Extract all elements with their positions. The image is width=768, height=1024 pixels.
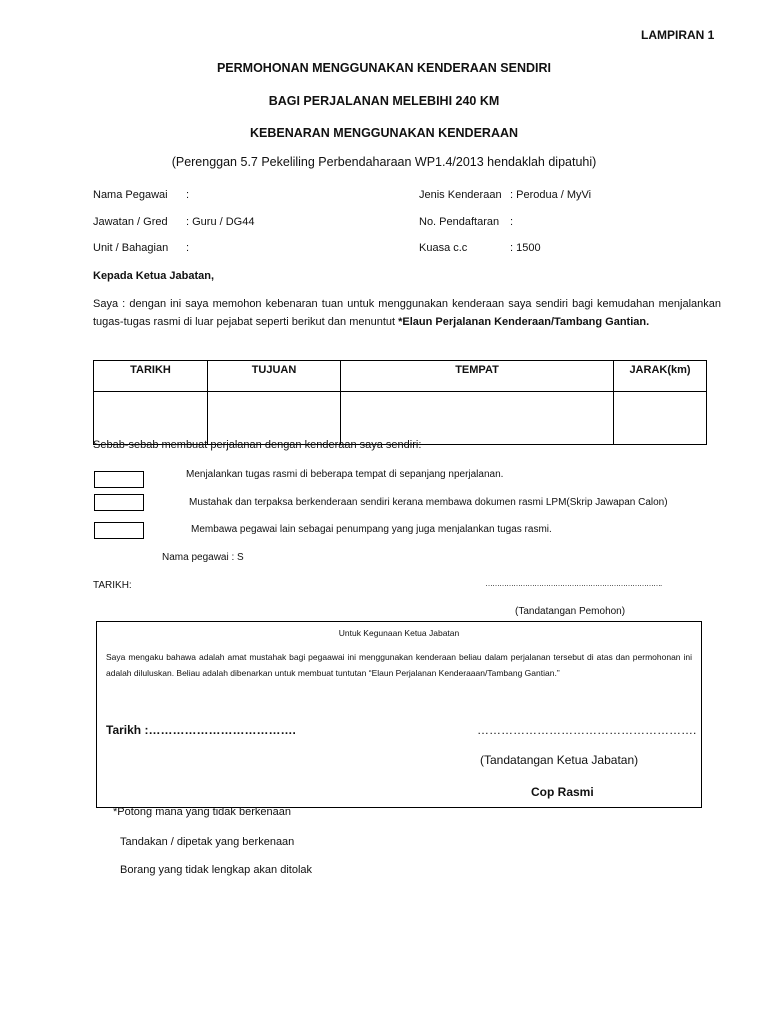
- table-row: [94, 392, 707, 445]
- footnote-tick: Tandakan / dipetak yang berkenaan: [120, 836, 295, 848]
- footnote-strike: *Potong mana yang tidak berkenaan: [113, 806, 291, 818]
- panel-tarikh[interactable]: Tarikh :……………………………….: [106, 723, 296, 737]
- no-pendaftaran-value[interactable]: :: [510, 216, 514, 228]
- appendix-label: LAMPIRAN 1: [641, 28, 715, 42]
- trip-table: [93, 360, 707, 445]
- no-pendaftaran-label: No. Pendaftaran: [419, 216, 500, 228]
- salutation: Kepada Ketua Jabatan,: [93, 270, 215, 282]
- form-title-line3: KEBENARAN MENGGUNAKAN KENDERAAN: [249, 126, 519, 140]
- reason-checkbox-2[interactable]: [94, 494, 144, 511]
- col-tarikh: TARIKH: [94, 361, 208, 392]
- applicant-signature-label: (Tandatangan Pemohon): [515, 606, 626, 617]
- panel-title: Untuk Kegunaan Ketua Jabatan: [338, 628, 460, 638]
- reason-checkbox-1[interactable]: [94, 471, 144, 488]
- head-signature-line[interactable]: ……………………………………………….: [477, 723, 697, 737]
- jawatan-value[interactable]: : Guru / DG44: [186, 216, 255, 228]
- cell-tarikh[interactable]: [94, 392, 208, 445]
- reasons-intro: Sebab-sebab membuat perjalanan dengan kenderaan saya sendiri:: [93, 439, 422, 451]
- form-title: PERMOHONAN MENGGUNAKAN KENDERAAN SENDIRI: [216, 61, 552, 75]
- reason-checkbox-3[interactable]: [94, 522, 144, 539]
- reason-label-1: Menjalankan tugas rasmi di beberapa tempat di sepanjang nperjalanan.: [186, 469, 504, 480]
- head-of-department-panel: [96, 621, 702, 808]
- reason-label-3: Membawa pegawai lain sebagai penumpang yang juga menjalankan tugas rasmi.: [191, 524, 552, 535]
- unit-label: Unit / Bahagian: [93, 242, 169, 254]
- kuasa-cc-value[interactable]: : 1500: [510, 242, 541, 254]
- cell-tempat[interactable]: [341, 392, 614, 445]
- kuasa-cc-label: Kuasa c.c: [419, 242, 468, 254]
- footnote-incomplete: Borang yang tidak lengkap akan ditolak: [120, 864, 313, 876]
- panel-declaration: Saya mengaku bahawa adalah amat mustahak bagi pegaawai ini menggunakan kenderaan beliau dalam perjalanan tersebut di atas dan permohonan ini adalah diluluskan. Beliau adalah dibenarkan untuk membuat tuntutan “Elaun Perjalanan Kenderaaan/Tambang Gantian.”: [106, 652, 692, 678]
- col-jarak: JARAK(km): [614, 361, 707, 392]
- cell-jarak[interactable]: [614, 392, 707, 445]
- unit-value[interactable]: :: [186, 242, 190, 254]
- nama-pegawai-label: Nama Pegawai: [93, 189, 168, 201]
- request-paragraph: [93, 296, 721, 331]
- col-tempat: TEMPAT: [341, 361, 614, 392]
- jenis-kenderaan-value[interactable]: : Perodua / MyVi: [510, 189, 592, 201]
- nama-pegawai-value[interactable]: :: [186, 189, 190, 201]
- official-stamp-label: Cop Rasmi: [531, 785, 594, 799]
- form-title-line2: BAGI PERJALANAN MELEBIHI 240 KM: [268, 94, 500, 108]
- cell-tujuan[interactable]: [208, 392, 341, 445]
- tarikh-label: TARIKH:: [93, 580, 132, 591]
- head-signature-label: (Tandatangan Ketua Jabatan): [480, 753, 639, 767]
- reason-label-2: Mustahak dan terpaksa berkenderaan sendiri kerana membawa dokumen rasmi LPM(Skrip Jawapan Calon): [189, 497, 668, 508]
- col-tujuan: TUJUAN: [208, 361, 341, 392]
- request-claim-text: *Elaun Perjalanan Kenderaan/Tambang Gantian.: [398, 315, 650, 328]
- form-subtitle: (Perenggan 5.7 Pekeliling Perbendaharaan WP1.4/2013 hendaklah dipatuhi): [171, 155, 597, 169]
- jenis-kenderaan-label: Jenis Kenderaan: [419, 189, 502, 201]
- nama-pegawai-passenger[interactable]: Nama pegawai : S: [162, 552, 244, 563]
- jawatan-label: Jawatan / Gred: [93, 216, 168, 228]
- applicant-signature-line[interactable]: ………………………………………………………………….: [485, 579, 662, 588]
- request-text: Saya : dengan ini saya memohon kebenaran tuan untuk menggunakan kenderaan saya sendiri bagi kemudahan menjalankan tugas-tugas rasmi di luar pejabat seperti berikut dan menuntut: [93, 298, 721, 328]
